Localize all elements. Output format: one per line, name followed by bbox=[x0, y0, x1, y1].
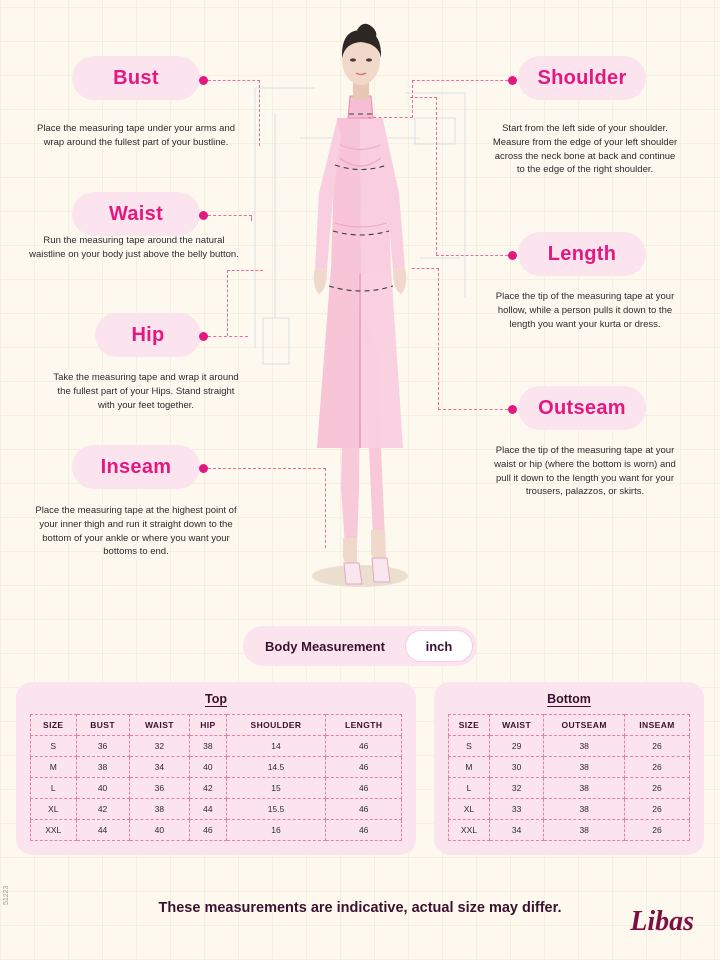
table-cell: 36 bbox=[129, 778, 190, 799]
table-cell: 40 bbox=[190, 757, 226, 778]
connector-line-waist-vertical bbox=[251, 215, 252, 221]
side-code: 51223 bbox=[3, 885, 10, 905]
label-outseam: Outseam bbox=[518, 386, 646, 430]
table-cell: 40 bbox=[76, 778, 129, 799]
table-cell: 46 bbox=[326, 799, 402, 820]
connector-line-length-top bbox=[410, 97, 437, 98]
table-header-cell: WAIST bbox=[129, 715, 190, 736]
connector-line-hip-top bbox=[227, 270, 263, 271]
table-header-cell: SIZE bbox=[449, 715, 490, 736]
table-cell: 42 bbox=[190, 778, 226, 799]
connector-line-bust-vertical bbox=[259, 80, 260, 146]
table-cell: 38 bbox=[129, 799, 190, 820]
label-waist: Waist bbox=[72, 192, 200, 236]
table-cell: M bbox=[449, 757, 490, 778]
table-header-cell: BUST bbox=[76, 715, 129, 736]
table-cell: 15.5 bbox=[226, 799, 326, 820]
table-cell: 26 bbox=[625, 799, 690, 820]
desc-inseam: Place the measuring tape at the highest point of your inner thigh and run it straight down to the bottom of your ankle or where you want your bottoms to end. bbox=[35, 505, 237, 558]
table-cell: 26 bbox=[625, 778, 690, 799]
table-header-cell: SHOULDER bbox=[226, 715, 326, 736]
table-row bbox=[449, 736, 690, 757]
table-cell: 34 bbox=[489, 820, 543, 841]
table-cell: 46 bbox=[190, 820, 226, 841]
connector-line-outseam bbox=[438, 409, 508, 410]
table-cell: L bbox=[449, 778, 490, 799]
table-cell: 38 bbox=[544, 757, 625, 778]
table-cell: S bbox=[449, 736, 490, 757]
connector-line-shoulder-arm bbox=[368, 117, 413, 118]
label-inseam: Inseam bbox=[72, 445, 200, 489]
table-cell: XXL bbox=[449, 820, 490, 841]
table-cell: M bbox=[31, 757, 77, 778]
table-cell: 30 bbox=[489, 757, 543, 778]
table-cell: 32 bbox=[489, 778, 543, 799]
table-cell: 46 bbox=[326, 820, 402, 841]
table-cell: XL bbox=[31, 799, 77, 820]
table-cell: 14 bbox=[226, 736, 326, 757]
table-cell: 46 bbox=[326, 736, 402, 757]
table-cell: 42 bbox=[76, 799, 129, 820]
body-measurement-label: Body Measurement bbox=[265, 638, 385, 654]
table-cell: 14.5 bbox=[226, 757, 326, 778]
table-row bbox=[31, 820, 402, 841]
label-shoulder: Shoulder bbox=[518, 56, 646, 100]
table-header-cell: LENGTH bbox=[326, 715, 402, 736]
table-cell: 34 bbox=[129, 757, 190, 778]
connector-dot-length bbox=[508, 251, 517, 260]
connector-dot-hip bbox=[199, 332, 208, 341]
table-cell: 32 bbox=[129, 736, 190, 757]
table-header-cell: SIZE bbox=[31, 715, 77, 736]
table-cell: XXL bbox=[31, 820, 77, 841]
connector-line-waist bbox=[208, 215, 252, 216]
table-cell: 26 bbox=[625, 757, 690, 778]
table-cell: 15 bbox=[226, 778, 326, 799]
connector-line-shoulder bbox=[412, 80, 508, 81]
table-row bbox=[449, 757, 690, 778]
disclaimer-note: These measurements are indicative, actual size may differ. bbox=[158, 900, 562, 916]
brand-logo: Libas bbox=[630, 906, 694, 937]
size-table-bottom-title: Bottom bbox=[547, 692, 591, 706]
table-cell: L bbox=[31, 778, 77, 799]
table-row bbox=[31, 799, 402, 820]
table-cell: 16 bbox=[226, 820, 326, 841]
connector-line-length-vertical bbox=[436, 97, 437, 255]
table-row bbox=[31, 757, 402, 778]
unit-toggle-inch[interactable]: inch bbox=[405, 630, 473, 662]
connector-line-shoulder-vertical bbox=[412, 80, 413, 118]
table-header-row bbox=[449, 715, 690, 736]
table-cell: XL bbox=[449, 799, 490, 820]
size-table-top bbox=[30, 714, 402, 841]
connector-dot-inseam bbox=[199, 464, 208, 473]
table-cell: 38 bbox=[544, 799, 625, 820]
table-cell: 38 bbox=[544, 778, 625, 799]
desc-waist: Run the measuring tape around the natural waistline on your body just above the belly button. bbox=[29, 235, 239, 260]
table-cell: 38 bbox=[544, 820, 625, 841]
connector-dot-shoulder bbox=[508, 76, 517, 85]
label-bust: Bust bbox=[72, 56, 200, 100]
table-cell: 46 bbox=[326, 778, 402, 799]
table-cell: 36 bbox=[76, 736, 129, 757]
table-row bbox=[449, 799, 690, 820]
connector-line-outseam-vertical bbox=[438, 268, 439, 410]
table-cell: 46 bbox=[326, 757, 402, 778]
desc-bust: Place the measuring tape under your arms and wrap around the fullest part of your bustline. bbox=[36, 123, 236, 148]
desc-outseam: Place the tip of the measuring tape at your waist or hip (where the bottom is worn) and pull it down to the length you want for your trousers, palazzos, or skirts. bbox=[494, 445, 676, 498]
table-header-cell: INSEAM bbox=[625, 715, 690, 736]
table-cell: 44 bbox=[76, 820, 129, 841]
desc-shoulder: Start from the left side of your shoulder. Measure from the edge of your left shoulder across the neck bone at back and continue to the edge of the right shoulder. bbox=[492, 123, 678, 176]
table-cell: 26 bbox=[625, 820, 690, 841]
table-cell: 44 bbox=[190, 799, 226, 820]
table-row bbox=[449, 778, 690, 799]
table-cell: 38 bbox=[190, 736, 226, 757]
table-cell: S bbox=[31, 736, 77, 757]
table-header-cell: OUTSEAM bbox=[544, 715, 625, 736]
table-header-cell: WAIST bbox=[489, 715, 543, 736]
connector-line-length bbox=[436, 255, 508, 256]
table-cell: 38 bbox=[544, 736, 625, 757]
model-illustration bbox=[245, 18, 475, 598]
size-table-bottom bbox=[448, 714, 690, 841]
connector-line-hip bbox=[208, 336, 248, 337]
desc-length: Place the tip of the measuring tape at your hollow, while a person pulls it down to the length you want your kurta or dress. bbox=[495, 291, 675, 330]
size-table-bottom-card bbox=[434, 682, 704, 855]
table-row bbox=[449, 820, 690, 841]
table-cell: 33 bbox=[489, 799, 543, 820]
table-row bbox=[31, 778, 402, 799]
connector-dot-outseam bbox=[508, 405, 517, 414]
body-measurement-bar bbox=[243, 626, 477, 666]
table-header-row bbox=[31, 715, 402, 736]
connector-dot-bust bbox=[199, 76, 208, 85]
size-table-top-title: Top bbox=[205, 692, 227, 706]
connector-line-inseam-vertical bbox=[325, 468, 326, 548]
connector-line-outseam-top bbox=[412, 268, 439, 269]
connector-line-inseam bbox=[208, 468, 326, 469]
size-table-top-card bbox=[16, 682, 416, 855]
label-length: Length bbox=[518, 232, 646, 276]
table-cell: 26 bbox=[625, 736, 690, 757]
table-header-cell: HIP bbox=[190, 715, 226, 736]
table-cell: 29 bbox=[489, 736, 543, 757]
table-row bbox=[31, 736, 402, 757]
fashion-sketch-svg bbox=[245, 18, 475, 598]
connector-dot-waist bbox=[199, 211, 208, 220]
connector-line-bust bbox=[208, 80, 260, 81]
table-cell: 38 bbox=[76, 757, 129, 778]
table-cell: 40 bbox=[129, 820, 190, 841]
connector-line-hip-vertical bbox=[227, 270, 228, 336]
label-hip: Hip bbox=[95, 313, 201, 357]
desc-hip: Take the measuring tape and wrap it around the fullest part of your Hips. Stand straight with your feet together. bbox=[53, 372, 239, 411]
